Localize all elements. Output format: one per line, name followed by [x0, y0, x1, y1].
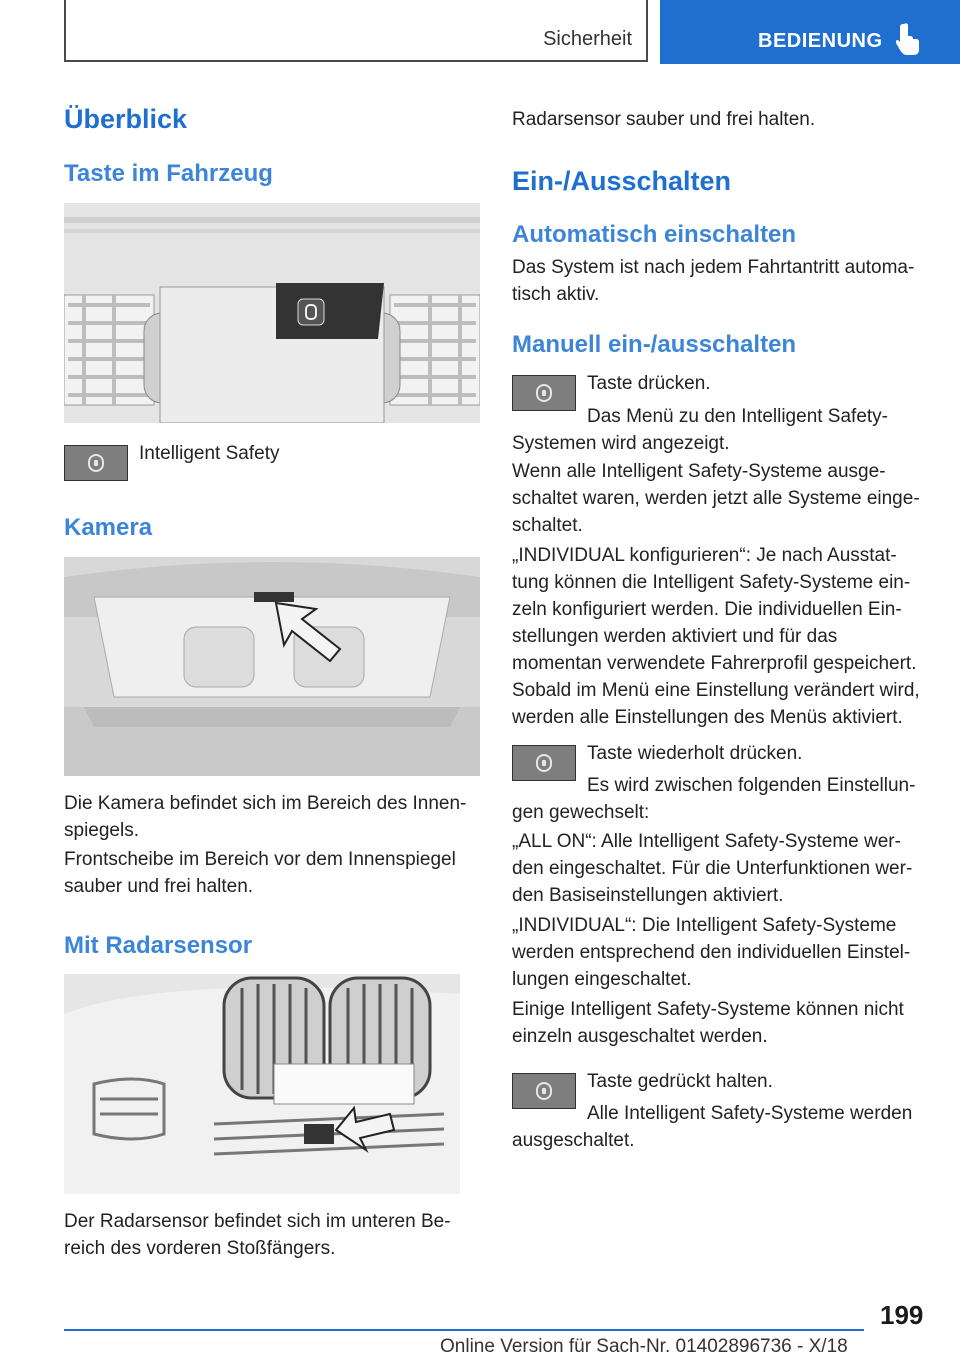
online-version-note: Online Version für Sach-Nr. 01402896736 - X/18 — [440, 1336, 848, 1357]
radar-paragraph-1: Der Radarsensor befindet sich im unteren Be‐reich des vorderen Stoßfängers. — [64, 1211, 451, 1259]
section-tab — [64, 0, 648, 62]
paragraph-all-off: Wenn alle Intelligent Safety-Systeme ausge‐schaltet waren, werden jetzt alle Systeme einge‐schaltet. — [512, 461, 920, 536]
step-3-result: Alle Intelligent Safety-Systeme werden ausgeschaltet. — [512, 1103, 913, 1151]
intelligent-safety-button-icon — [64, 445, 128, 481]
heading-camera: Kamera — [64, 514, 153, 541]
dashboard-illustration — [64, 203, 480, 423]
radar-paragraph-2: Radarsensor sauber und frei halten. — [512, 109, 816, 130]
chapter-tab-label: BEDIENUNG — [758, 30, 883, 52]
paragraph-some-systems: Einige Intelligent Safety-Systeme können nicht einzeln ausgeschaltet werden. — [512, 999, 904, 1047]
chapter-tab — [660, 0, 960, 64]
camera-illustration — [64, 557, 480, 776]
step-2-action: Taste wiederholt drücken. — [587, 743, 803, 764]
heading-auto-on: Automatisch einschalten — [512, 221, 797, 248]
step-3-action: Taste gedrückt halten. — [587, 1071, 773, 1092]
hand-pointer-icon — [896, 22, 922, 56]
step-1-action: Taste drücken. — [587, 373, 711, 394]
section-tab-label: Sicherheit — [543, 28, 632, 50]
step-1-result: Das Menü zu den Intelligent Safety-Systemen wird angezeigt. — [512, 406, 889, 454]
camera-paragraph-2: Frontscheibe im Bereich vor dem Innenspiegel sauber und frei halten. — [64, 849, 456, 897]
footer-divider — [64, 1329, 864, 1331]
paragraph-individual-configure: „INDIVIDUAL konfigurieren“: Je nach Ausstat‐tung können die Intelligent Safety-Systeme ein‐zeln konfiguriert werden. Die individuellen Ein‐stellungen werden aktiviert und für das momentan verwendete Fahrerprofil gespeichert. Sobald im Menü eine Einstellung verändert wird, werden alle Einstellungen des Menüs aktiviert. — [512, 545, 920, 728]
heading-overview: Überblick — [64, 104, 188, 134]
heading-radar-sensor: Mit Radarsensor — [64, 932, 253, 959]
paragraph-all-on: „ALL ON“: Alle Intelligent Safety-Systeme wer‐den eingeschaltet. Für die Unterfunktionen wer‐den Basiseinstellungen aktiviert. — [512, 831, 913, 906]
page-number: 199 — [880, 1300, 924, 1330]
step-2-result: Es wird zwischen folgenden Einstellun‐gen gewechselt: — [512, 775, 916, 823]
heading-button-in-vehicle: Taste im Fahrzeug — [64, 160, 273, 187]
auto-on-paragraph: Das System ist nach jedem Fahrtantritt automa‐tisch aktiv. — [512, 257, 915, 305]
heading-on-off: Ein-/Ausschalten — [512, 166, 732, 196]
paragraph-individual: „INDIVIDUAL“: Die Intelligent Safety-Systeme werden entsprechend den individuellen Einstel‐lungen eingeschaltet. — [512, 915, 911, 990]
button-caption: Intelligent Safety — [139, 443, 280, 464]
camera-paragraph-1: Die Kamera befindet sich im Bereich des Innen‐spiegels. — [64, 793, 467, 841]
radar-illustration — [64, 974, 460, 1194]
heading-manual-on-off: Manuell ein-/ausschalten — [512, 331, 797, 358]
